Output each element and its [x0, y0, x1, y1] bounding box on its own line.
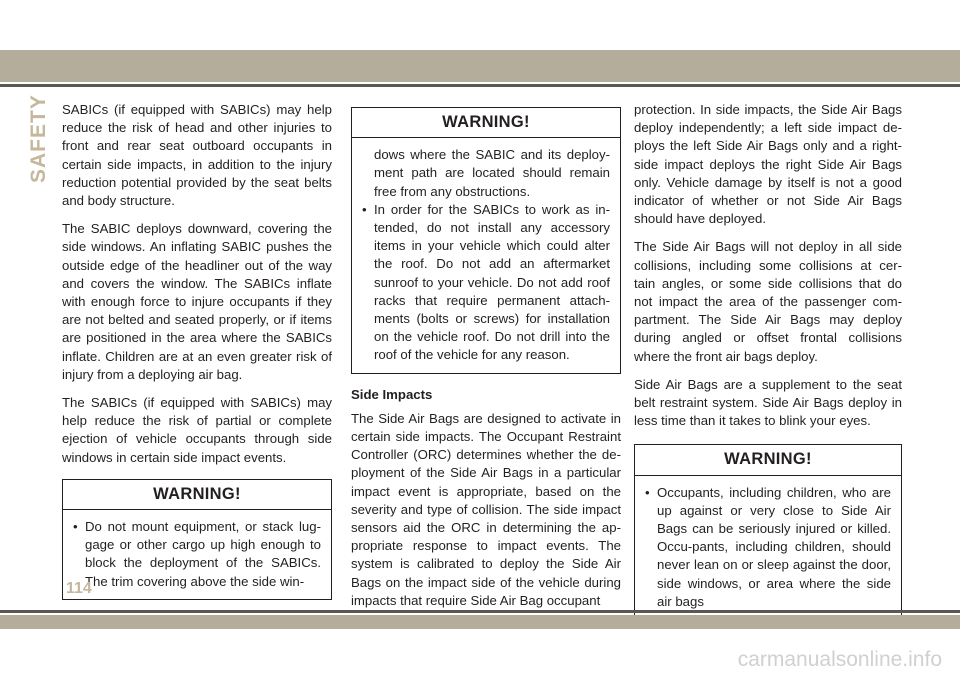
bullet: • — [362, 201, 367, 217]
warning-title: WARNING! — [352, 108, 620, 138]
warning-item: • In order for the SABICs to work as in-tended, do not install any accessory items in your vehicle which could alter the roof. Do not add an aftermarket sunroof to your vehicle. Do not add roof racks that require permanent attach-ments (bolts or screws) for installation on the vehicle roof. Do not drill into the roof of the vehicle for any reason. — [362, 201, 610, 363]
paragraph: The SABIC deploys downward, covering the side windows. An inflating SABIC pushes the outside edge of the headliner out of the way and covers the window. The SABICs inflate with enough force to injure occupants if they are not belted and seated properly, or if items are positioned in the area where the SABICs inflate. Children are at an even greater risk of injury from a deploying air bag. — [62, 221, 332, 382]
section-label: SAFETY — [27, 94, 50, 183]
paragraph: The Side Air Bags will not deploy in all side collisions, including some collisions at cer-tain angles, or some side collisions that do not impact the area of the passenger com-partment. The Side Air Bags may deploy during angled or offset frontal collisions where the front air bags deploy. — [634, 239, 902, 364]
column-1 — [62, 101, 332, 612]
page-number: 114 — [66, 580, 92, 597]
header-rule — [0, 84, 960, 87]
top-margin — [0, 0, 960, 50]
warning-item: • Do not mount equipment, or stack lug-gage or other cargo up high enough to block the deployment of the SABICs. The trim covering above the side win- — [73, 519, 321, 589]
warning-body — [352, 138, 620, 372]
warning-body — [635, 476, 901, 619]
warning-box — [634, 444, 902, 620]
warning-box — [351, 107, 621, 374]
paragraph: The SABICs (if equipped with SABICs) may help reduce the risk of partial or complete ejection of vehicle occupants through side windows in certain side impact events. — [62, 395, 332, 465]
header-band — [0, 50, 960, 82]
watermark: carmanualsonline.info — [737, 648, 942, 671]
paragraph: Side Air Bags are a supplement to the seat belt restraint system. Side Air Bags deploy in less time than it takes to blink your eyes. — [634, 376, 902, 429]
paragraph: protection. In side impacts, the Side Air Bags deploy independently; a left side impact de-ploys the left Side Air Bags only and a right-side impact deploys the right Side Air Bags only. Vehicle damage by itself is not a good indicator of whether or not Side Air Bags should have deployed. — [634, 102, 902, 227]
footer-band — [0, 615, 960, 629]
column-2 — [351, 101, 621, 620]
warning-item: • Occupants, including children, who are up against or very close to Side Air Bags can be seriously injured or killed. Occu-pants, including children, should never lean on or sleep against the door, side windows, or area where the side air bags — [645, 484, 891, 609]
paragraph: SABICs (if equipped with SABICs) may help reduce the risk of head and other injuries to front and rear seat outboard occupants in certain side impacts, in addition to the injury reduction potential provided by the seat belts and body structure. — [62, 102, 332, 209]
bullet: • — [645, 484, 650, 500]
subheading: Side Impacts — [351, 386, 433, 402]
warning-box — [62, 479, 332, 600]
footer-rule — [0, 610, 960, 613]
warning-title: WARNING! — [635, 445, 901, 475]
bullet: • — [73, 519, 78, 535]
warning-title: WARNING! — [63, 480, 331, 510]
column-3 — [634, 101, 902, 632]
warning-continuation: dows where the SABIC and its deploy-ment path are located should remain free from any obstructions. — [374, 147, 610, 199]
warning-body — [63, 510, 331, 599]
paragraph: The Side Air Bags are designed to activate in certain side impacts. The Occupant Restraint Controller (ORC) determines whether the de-ployment of the Side Air Bags in a particular impact event is appropriate, based on the severity and type of collision. The side impact sensors aid the ORC in determining the ap-propriate response to impact events. The system is calibrated to deploy the Side Air Bags on the impact side of the vehicle during impacts that require Side Air Bag occupant — [351, 410, 621, 608]
